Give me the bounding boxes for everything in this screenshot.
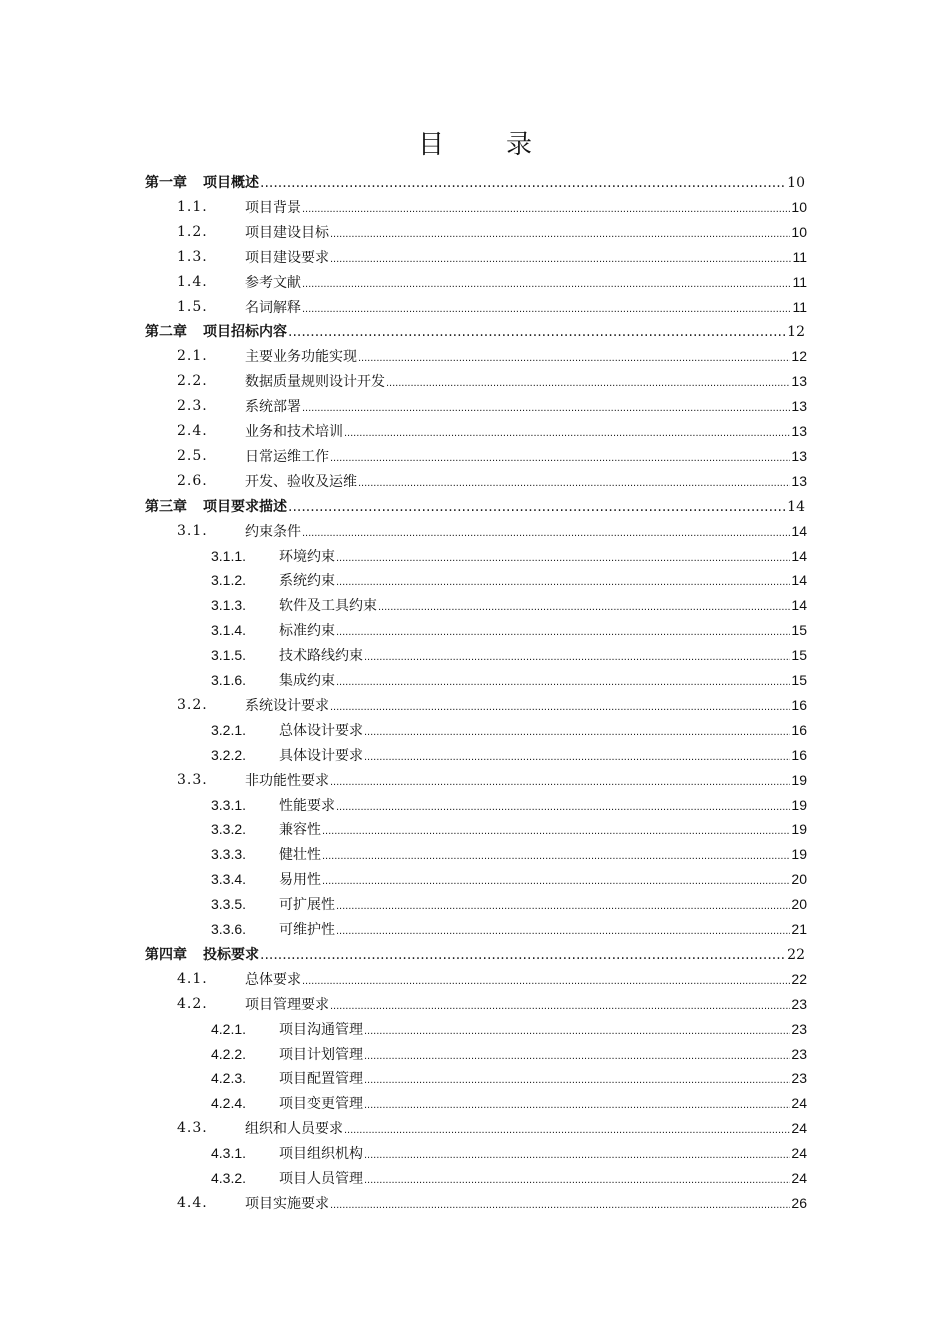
toc-leader-dots xyxy=(302,203,790,215)
toc-title-char: 目 xyxy=(417,130,444,160)
toc-entry-label[interactable]: 可扩展性 xyxy=(279,897,335,914)
toc-entry-body xyxy=(279,919,807,939)
toc-entry-page: 15 xyxy=(791,622,807,639)
toc-leader-dots xyxy=(364,1050,790,1062)
toc-leader-dots xyxy=(358,477,790,489)
toc-entry-label[interactable]: 项目组织机构 xyxy=(279,1146,363,1163)
toc-entry-page: 23 xyxy=(791,995,807,1012)
toc-leader-dots xyxy=(302,527,790,539)
toc-leader-dots xyxy=(322,875,790,887)
toc-entry-body xyxy=(279,844,807,864)
toc-entry-page: 24 xyxy=(791,1120,807,1137)
toc-leader-dots xyxy=(344,427,790,439)
toc-entry-number: 3.1.5. xyxy=(211,647,247,664)
toc-entry-page: 20 xyxy=(791,896,807,913)
toc-entry[interactable] xyxy=(0,568,950,592)
toc-leader-dots xyxy=(336,576,790,588)
toc-entry-number: 3.1.1. xyxy=(211,547,247,564)
toc-entry-number: 4.3.1. xyxy=(211,1145,247,1162)
toc-entry-body xyxy=(279,670,807,690)
toc-entry-number: 1.1. xyxy=(177,198,208,215)
toc-entry[interactable] xyxy=(0,842,950,866)
toc-entry-body xyxy=(279,819,807,839)
toc-entry-number: 4.2.4. xyxy=(211,1095,247,1112)
toc-entry-page: 13 xyxy=(791,423,807,439)
toc-entry[interactable] xyxy=(0,394,950,418)
toc-entry-body xyxy=(279,1143,807,1163)
toc-entry[interactable] xyxy=(0,544,950,568)
toc-entry-page: 23 xyxy=(791,1020,807,1037)
toc-entry-page: 16 xyxy=(791,721,807,738)
toc-entry[interactable] xyxy=(0,1116,950,1140)
toc-entry-page: 19 xyxy=(791,821,807,838)
toc-entry-label[interactable]: 主要业务功能实现 xyxy=(245,349,357,366)
toc-entry-page: 21 xyxy=(791,921,807,937)
toc-entry-number: 3.2. xyxy=(177,696,208,713)
toc-entry-label[interactable]: 项目人员管理 xyxy=(279,1171,363,1187)
toc-entry-number: 1.5. xyxy=(177,298,208,315)
toc-leader-dots xyxy=(364,651,790,663)
toc-entry-page: 15 xyxy=(791,647,807,664)
toc-entry-body xyxy=(279,1068,807,1088)
toc-entry-page: 23 xyxy=(791,1070,807,1087)
toc-entry-label[interactable]: 参考文献 xyxy=(245,274,301,291)
toc-entry[interactable] xyxy=(0,444,950,468)
toc-entry-body xyxy=(245,521,807,541)
toc-entry-label[interactable]: 项目沟通管理 xyxy=(279,1021,363,1038)
toc-entry-number: 3.3. xyxy=(177,771,208,788)
toc-entry-number: 2.3. xyxy=(177,398,208,415)
toc-entry-number: 2.5. xyxy=(177,447,208,464)
toc-leader-dots xyxy=(364,1074,790,1086)
toc-entry-label[interactable]: 项目变更管理 xyxy=(279,1096,363,1113)
toc-entry-page: 13 xyxy=(791,447,807,464)
toc-leader-dots xyxy=(288,499,786,515)
toc-entry-page: 14 xyxy=(791,522,807,539)
toc-leader-dots xyxy=(336,626,790,638)
toc-leader-dots xyxy=(322,850,790,862)
toc-entry-label[interactable]: 总体要求 xyxy=(245,971,301,988)
toc-entry-body xyxy=(245,396,807,416)
toc-leader-dots xyxy=(288,324,786,340)
toc-leader-dots xyxy=(364,751,790,763)
toc-entry-label[interactable]: 总体设计要求 xyxy=(279,722,363,739)
toc-entry-page: 20 xyxy=(791,871,807,888)
toc-leader-dots xyxy=(358,352,790,364)
toc-entry-label[interactable]: 开发、验收及运维 xyxy=(245,473,357,490)
toc-entry-body xyxy=(245,446,807,466)
toc-entry-number: 2.2. xyxy=(177,373,208,390)
toc-leader-dots xyxy=(336,552,790,564)
toc-entry-body xyxy=(245,222,807,242)
toc-entry-number: 第四章 xyxy=(145,946,187,963)
toc-entry-label[interactable]: 数据质量规则设计开发 xyxy=(245,374,385,391)
toc-leader-dots xyxy=(330,253,791,265)
toc-entry-page: 14 xyxy=(791,597,807,614)
toc-entry-label[interactable]: 投标要求 xyxy=(203,946,259,963)
toc-entry[interactable] xyxy=(0,170,950,194)
toc-entry-label[interactable]: 健壮性 xyxy=(279,847,321,864)
toc-entry[interactable] xyxy=(0,494,950,518)
toc-entry-body xyxy=(279,795,807,815)
toc-entry[interactable] xyxy=(0,1191,950,1215)
toc-entry-body xyxy=(245,1193,807,1213)
toc-entry[interactable] xyxy=(0,867,950,891)
toc-entry-number: 1.4. xyxy=(177,273,208,290)
toc-entry-page: 19 xyxy=(791,771,807,788)
toc-entry-body xyxy=(279,1093,807,1113)
toc-entry-label[interactable]: 技术路线约束 xyxy=(279,648,363,665)
toc-entry[interactable] xyxy=(0,469,950,493)
toc-entry-number: 3.1.2. xyxy=(211,572,247,589)
toc-entry-label[interactable]: 业务和技术培训 xyxy=(245,424,343,440)
toc-entry-page: 10 xyxy=(791,198,807,215)
toc-entry-page: 15 xyxy=(791,672,807,688)
toc-leader-dots xyxy=(336,676,790,688)
toc-entry-number: 3.3.2. xyxy=(211,821,247,838)
toc-entry-label[interactable]: 具体设计要求 xyxy=(279,747,363,764)
toc-entry-number: 4.2.3. xyxy=(211,1070,247,1087)
toc-entry-number: 4.2.2. xyxy=(211,1045,247,1062)
toc-entry-page: 12 xyxy=(787,324,805,341)
toc-entry-number: 3.1.4. xyxy=(211,622,247,639)
toc-entry-body xyxy=(279,869,807,889)
toc-entry[interactable] xyxy=(0,618,950,642)
toc-entry-label[interactable]: 环境约束 xyxy=(279,548,335,565)
toc-entry-number: 2.1. xyxy=(177,348,208,365)
toc-leader-dots xyxy=(260,175,786,191)
toc-entry[interactable] xyxy=(0,768,950,792)
toc-entry-page: 26 xyxy=(791,1194,807,1211)
toc-entry-number: 1.3. xyxy=(177,248,208,265)
toc-entry-number: 4.4. xyxy=(177,1194,208,1211)
toc-entry[interactable] xyxy=(0,793,950,817)
toc-leader-dots xyxy=(330,776,790,788)
toc-entry-number: 3.3.5. xyxy=(211,896,247,913)
toc-entry[interactable] xyxy=(0,195,950,219)
toc-entry-body xyxy=(245,471,807,491)
toc-entry-body xyxy=(245,272,807,292)
toc-entry[interactable] xyxy=(0,319,950,343)
toc-entry-body xyxy=(279,570,807,590)
toc-entry-body xyxy=(203,496,805,516)
toc-entry[interactable] xyxy=(0,892,950,916)
toc-entry-page: 19 xyxy=(791,846,807,863)
toc-entry-number: 3.2.2. xyxy=(211,746,247,763)
toc-entry-body xyxy=(279,620,807,640)
toc-entry-body xyxy=(279,1019,807,1039)
toc-entry[interactable] xyxy=(0,519,950,543)
toc-entry-page: 11 xyxy=(792,298,807,315)
toc-entry-label[interactable]: 软件及工具约束 xyxy=(279,598,377,615)
toc-entry-number: 4.2.1. xyxy=(211,1020,247,1037)
toc-entry-body xyxy=(245,197,807,217)
toc-leader-dots xyxy=(364,1174,790,1186)
toc-entry-label[interactable]: 标准约束 xyxy=(279,623,335,640)
toc-leader-dots xyxy=(330,1199,790,1211)
toc-entry-page: 24 xyxy=(791,1145,807,1162)
toc-entry-label[interactable]: 项目招标内容 xyxy=(203,324,287,341)
toc-entry-label[interactable]: 项目管理要求 xyxy=(245,996,329,1013)
toc-entry-body xyxy=(279,1168,807,1188)
toc-entry-number: 3.3.4. xyxy=(211,871,247,888)
toc-entry-label[interactable]: 项目背景 xyxy=(245,199,301,216)
toc-entry-body xyxy=(203,321,805,341)
toc-entry-number: 3.1.6. xyxy=(211,672,247,688)
toc-entry-body xyxy=(245,297,807,317)
toc-entry-page: 14 xyxy=(791,547,807,564)
toc-leader-dots xyxy=(330,228,790,240)
toc-leader-dots xyxy=(336,900,790,912)
toc-entry-number: 3.3.1. xyxy=(211,796,247,813)
toc-entry-body xyxy=(245,421,807,441)
toc-entry-number: 2.4. xyxy=(177,423,208,439)
toc-entry[interactable] xyxy=(0,718,950,742)
toc-entry[interactable] xyxy=(0,245,950,269)
toc-entry-label[interactable]: 项目配置管理 xyxy=(279,1071,363,1088)
toc-leader-dots xyxy=(386,377,790,389)
toc-entry-number: 4.2. xyxy=(177,995,208,1012)
toc-leader-dots xyxy=(364,1025,790,1037)
toc-entry-label[interactable]: 项目建设要求 xyxy=(245,249,329,266)
toc-entry-label[interactable]: 项目建设目标 xyxy=(245,224,329,241)
toc-entry-label[interactable]: 易用性 xyxy=(279,872,321,889)
toc-entry[interactable] xyxy=(0,1091,950,1115)
toc-entry[interactable] xyxy=(0,593,950,617)
toc-entry-page: 10 xyxy=(787,175,805,191)
toc-entry-label[interactable]: 日常运维工作 xyxy=(245,448,329,465)
toc-entry-number: 3.1. xyxy=(177,522,208,539)
toc-leader-dots xyxy=(330,701,790,713)
toc-entry[interactable] xyxy=(0,967,950,991)
toc-entry[interactable] xyxy=(0,693,950,717)
toc-leader-dots xyxy=(302,975,790,987)
toc-entry-label[interactable]: 可维护性 xyxy=(279,922,335,938)
toc-entry-label[interactable]: 集成约束 xyxy=(279,673,335,689)
toc-leader-dots xyxy=(330,452,790,464)
toc-entry[interactable] xyxy=(0,1017,950,1041)
toc-entry-label[interactable]: 兼容性 xyxy=(279,822,321,839)
toc-entry-page: 13 xyxy=(791,398,807,415)
toc-entry-number: 4.3.2. xyxy=(211,1170,247,1186)
toc-entry-label[interactable]: 非功能性要求 xyxy=(245,772,329,789)
toc-leader-dots xyxy=(336,801,790,813)
toc-entry-page: 11 xyxy=(792,248,807,265)
toc-title-char: 录 xyxy=(506,130,533,160)
toc-leader-dots xyxy=(378,601,790,613)
toc-entry-page: 11 xyxy=(792,273,807,290)
toc-entry-number: 4.3. xyxy=(177,1120,208,1137)
toc-entry-body xyxy=(203,172,805,192)
toc-leader-dots xyxy=(336,925,790,937)
toc-entry-page: 24 xyxy=(791,1095,807,1112)
toc-leader-dots xyxy=(330,1000,790,1012)
toc-entry-body xyxy=(245,371,807,391)
toc-entry-page: 14 xyxy=(791,572,807,589)
toc-entry-body xyxy=(203,944,805,964)
toc-entry-body xyxy=(245,247,807,267)
toc-entry-page: 16 xyxy=(791,696,807,713)
toc-entry-body xyxy=(279,645,807,665)
toc-entry-page: 13 xyxy=(791,472,807,489)
toc-entry[interactable] xyxy=(0,643,950,667)
toc-entry-label[interactable]: 性能要求 xyxy=(279,797,335,814)
toc-entry-body xyxy=(279,720,807,740)
toc-entry[interactable] xyxy=(0,817,950,841)
toc-entry-label[interactable]: 项目计划管理 xyxy=(279,1046,363,1063)
toc-entry-body xyxy=(279,595,807,615)
toc-leader-dots xyxy=(302,303,791,315)
toc-entry-page: 10 xyxy=(791,223,807,240)
toc-entry[interactable] xyxy=(0,917,950,941)
toc-leader-dots xyxy=(302,278,791,290)
toc-entry-number: 4.1. xyxy=(177,970,208,987)
toc-entry-page: 16 xyxy=(791,746,807,763)
toc-entry-body xyxy=(245,770,807,790)
toc-entry[interactable] xyxy=(0,942,950,966)
toc-leader-dots xyxy=(302,402,790,414)
toc-entry[interactable] xyxy=(0,668,950,692)
toc-entry-number: 第二章 xyxy=(145,324,187,341)
toc-entry-body xyxy=(279,745,807,765)
toc-entry-body xyxy=(245,695,807,715)
toc-entry-number: 1.2. xyxy=(177,223,208,240)
toc-entry-body xyxy=(245,994,807,1014)
toc-entry-body xyxy=(279,894,807,914)
toc-entry[interactable] xyxy=(0,1066,950,1090)
toc-entry[interactable] xyxy=(0,992,950,1016)
toc-entry-body xyxy=(245,346,807,366)
toc-entry[interactable] xyxy=(0,270,950,294)
toc-leader-dots xyxy=(344,1124,790,1136)
toc-entry-number: 3.1.3. xyxy=(211,597,247,614)
toc-entry-label[interactable]: 约束条件 xyxy=(245,523,301,540)
toc-entry-number: 第一章 xyxy=(145,175,187,191)
toc-entry-number: 2.6. xyxy=(177,472,208,489)
toc-entry-page: 19 xyxy=(791,796,807,813)
toc-leader-dots xyxy=(364,726,790,738)
toc-entry-page: 22 xyxy=(791,970,807,987)
toc-entry-label[interactable]: 项目要求描述 xyxy=(203,498,287,515)
toc-entry-body xyxy=(279,546,807,566)
toc-entry-page: 22 xyxy=(787,946,805,963)
toc-entry-page: 24 xyxy=(791,1170,807,1186)
toc-entry[interactable] xyxy=(0,295,950,319)
toc-entry-label[interactable]: 项目实施要求 xyxy=(245,1195,329,1212)
toc-entry-page: 12 xyxy=(791,348,807,365)
toc-entry[interactable] xyxy=(0,1141,950,1165)
toc-entry-label[interactable]: 组织和人员要求 xyxy=(245,1121,343,1138)
toc-leader-dots xyxy=(260,947,786,963)
toc-title xyxy=(0,124,950,161)
toc-entry-label[interactable]: 名词解释 xyxy=(245,299,301,316)
toc-entry-label[interactable]: 系统设计要求 xyxy=(245,697,329,714)
toc-entry-label[interactable]: 项目概述 xyxy=(203,175,259,191)
toc-entry-page: 13 xyxy=(791,373,807,390)
toc-leader-dots xyxy=(364,1149,790,1161)
toc-entry[interactable] xyxy=(0,743,950,767)
toc-leader-dots xyxy=(364,1099,790,1111)
toc-entry-body xyxy=(279,1044,807,1064)
toc-entry[interactable] xyxy=(0,369,950,393)
toc-entry-label[interactable]: 系统部署 xyxy=(245,399,301,416)
toc-leader-dots xyxy=(322,825,790,837)
toc-entry-body xyxy=(245,969,807,989)
toc-entry-label[interactable]: 系统约束 xyxy=(279,573,335,590)
toc-entry-page: 14 xyxy=(787,498,805,515)
toc-entry[interactable] xyxy=(0,1166,950,1190)
toc-entry-number: 3.3.3. xyxy=(211,846,247,863)
toc-entry[interactable] xyxy=(0,220,950,244)
toc-entry-number: 3.3.6. xyxy=(211,921,247,937)
toc-entry-number: 3.2.1. xyxy=(211,721,247,738)
toc-entry[interactable] xyxy=(0,1042,950,1066)
toc-entry-number: 第三章 xyxy=(145,498,187,515)
toc-entry[interactable] xyxy=(0,344,950,368)
toc-entry-body xyxy=(245,1118,807,1138)
toc-entry[interactable] xyxy=(0,419,950,443)
toc-entry-page: 23 xyxy=(791,1045,807,1062)
